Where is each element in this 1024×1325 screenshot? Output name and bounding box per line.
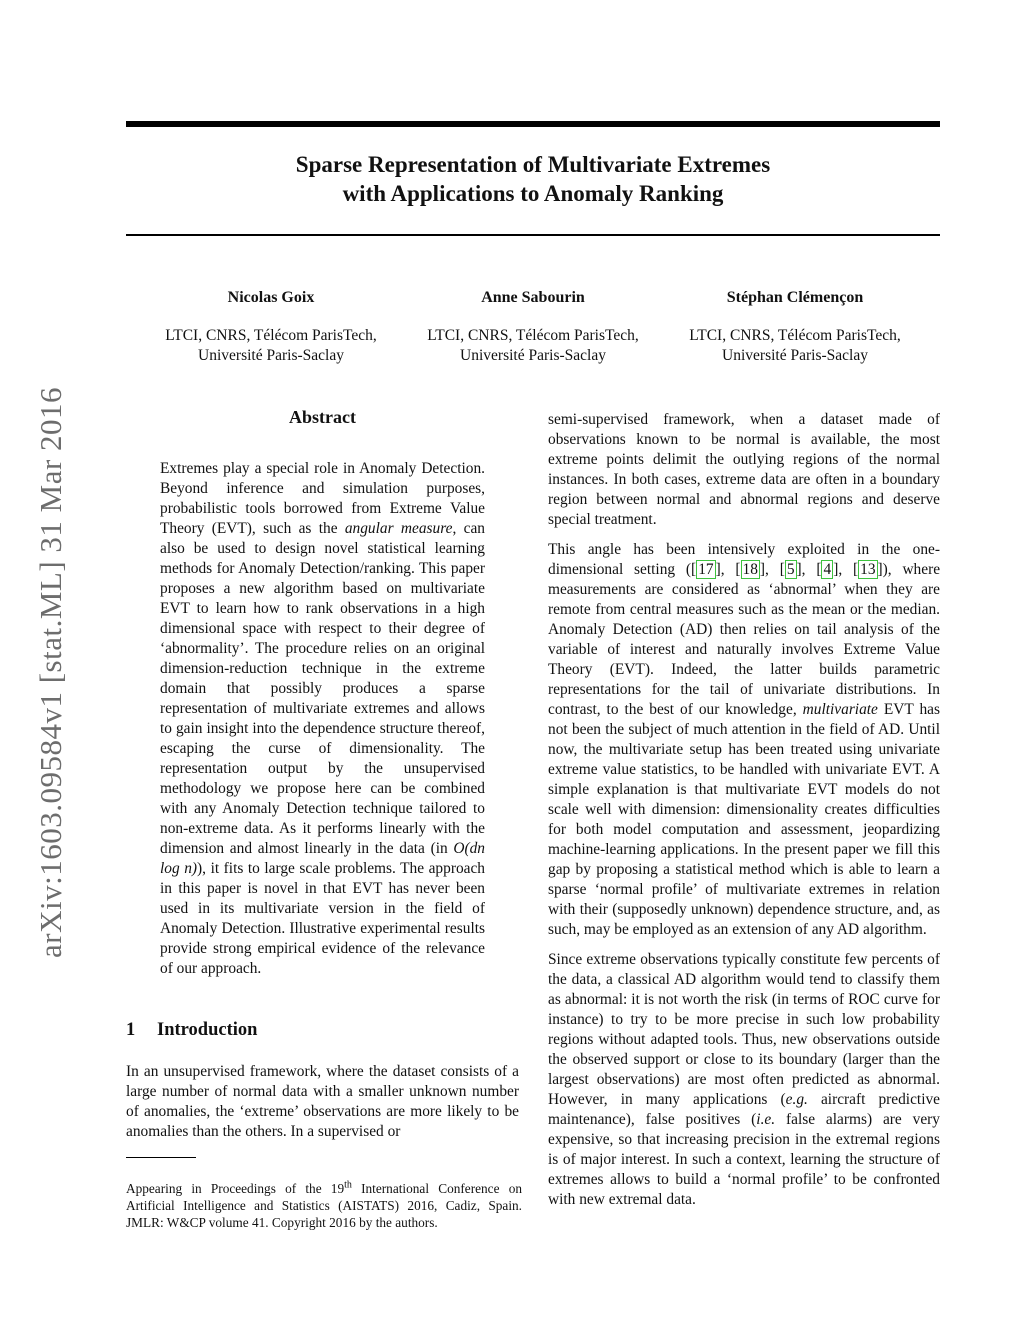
- author-3: [660, 288, 930, 366]
- author-name: Stéphan Clémençon: [726, 289, 864, 306]
- paper-title: [126, 150, 940, 208]
- citation-link[interactable]: 4: [823, 561, 832, 578]
- title-bottom-rule: [126, 234, 940, 236]
- affiliation-line-2: Université Paris-Saclay: [460, 347, 606, 364]
- abstract-heading: Abstract: [289, 407, 356, 427]
- title-line-2: with Applications to Anomaly Ranking: [342, 181, 724, 206]
- citation-link[interactable]: 17: [698, 561, 714, 578]
- footnote: Appearing in Proceedings of the 19th International Conference on Artificial Intelligence and Statistics (AISTATS) 2016, Cadiz, Spain. JMLR: W&CP volume 41. Copyright 2016 by the authors.: [126, 1179, 522, 1230]
- paragraph-2: This angle has been intensively exploited in the one-dimensional setting ([ 17 ], [ 18 ], [ 5 ], [ 4 ], [ 13 ]), where measurements are considered as ‘abnormal’ when they are remote from central measures such as the mean or the median. Anomaly Detection (AD) then relies on tail analysis of the variable of interest and naturally involves Extreme Value Theory (EVT). Indeed, the latter builds parametric representations for the tail of univariate distributions. In contrast, to the best of our knowledge, multivariate EVT has not been the subject of much attention in the field of AD. Until now, the multivariate setup has been treated using univariate extreme value statistics, to be handled with univariate EVT. A simple explanation is that multivariate EVT models do not scale well with dimension: dimensionality creates difficulties for both model computation and assessment, jeopardizing machine-learning applications. In the present paper we fill this gap by proposing a statistical method which is able to learn a sparse ‘normal profile’ of multivariate extremes in relation with their (supposedly unknown) dependence structure, and, as such, may be employed as an extension of any AD algorithm.: [548, 541, 941, 938]
- affiliation-line-2: Université Paris-Saclay: [198, 347, 344, 364]
- author-name: Nicolas Goix: [227, 289, 315, 306]
- affiliation-line-2: Université Paris-Saclay: [722, 347, 868, 364]
- section-number: 1: [126, 1020, 136, 1040]
- author-affiliation: [136, 326, 406, 366]
- abstract-body: Extremes play a special role in Anomaly Detection. Beyond inference and simulation purposes, probabilistic tools borrowed from Extreme Value Theory (EVT), such as the angular measure, can also be used to design novel statistical learning methods for Anomaly Detection/ranking. This paper proposes a new algorithm based on multivariate EVT to learn how to rank observations in a high dimensional space with respect to their degree of ‘abnormality’. The procedure relies on an original dimension-reduction technique in the extreme domain that possibly produces a sparse representation of multivariate extremes and allows to gain insight into the dependence structure thereof, escaping the curse of dimensionality. The representation output by the unsupervised methodology we propose here can be combined with any Anomaly Detection technique tailored to non-extreme data. As it performs linearly with the dimension and almost linearly in the data (in O(dn log n)), it fits to large scale problems. The approach in this paper is novel in that EVT has never been used in its multivariate version in the field of Anomaly Detection. Illustrative experimental results provide strong empirical evidence of the relevance of our approach.: [160, 460, 486, 977]
- author-name: Anne Sabourin: [481, 289, 585, 306]
- author-affiliation: [398, 326, 668, 366]
- footnote-rule: [126, 1157, 196, 1158]
- intro-paragraph: In an unsupervised framework, where the dataset consists of a large number of normal data with a smaller unknown number of anomalies, the ‘extreme’ observations are more likely to be anomalies than the others. In a supervised or: [126, 1063, 519, 1140]
- author-affiliation: [660, 326, 930, 366]
- affiliation-line-1: LTCI, CNRS, Télécom ParisTech,: [165, 327, 377, 344]
- section-title: Introduction: [157, 1020, 258, 1040]
- paragraph-1: semi-supervised framework, when a dataset made of observations known to be normal is available, the most extreme points delimit the outlying regions of the normal instances. In both cases, extreme data are often in a boundary region between normal and abnormal regions and deserve special treatment.: [548, 411, 940, 528]
- affiliation-line-1: LTCI, CNRS, Télécom ParisTech,: [427, 327, 639, 344]
- arxiv-identifier: arXiv:1603.09584v1 [stat.ML] 31 Mar 2016: [33, 386, 68, 958]
- author-1: [136, 288, 406, 366]
- citation-link[interactable]: 18: [742, 561, 758, 578]
- affiliation-line-1: LTCI, CNRS, Télécom ParisTech,: [689, 327, 901, 344]
- paragraph-3: Since extreme observations typically constitute few percents of the data, a classical AD algorithm would tend to classify them as abnormal: it is not worth the risk (in terms of ROC curve for instance) to try to be more precise in such low probability regions without adapted tools. Thus, new observations outside the observed support or close to its boundary (larger than the largest observations) are most often predicted as abnormal. However, in many applications (e.g. aircraft predictive maintenance), false positives (i.e. false alarms) are very expensive, so that increasing precision in the extremal regions is of major interest. In such a context, learning the structure of extremes allows to build a ‘normal profile’ to be confronted with new extremal data.: [548, 951, 940, 1208]
- title-top-rule: [126, 121, 940, 127]
- citation-link[interactable]: 5: [786, 561, 795, 578]
- title-line-1: Sparse Representation of Multivariate Extremes: [295, 152, 771, 177]
- right-column: [548, 410, 940, 1220]
- citation-link[interactable]: 13: [860, 561, 876, 578]
- author-2: [398, 288, 668, 366]
- section-heading: [126, 1018, 257, 1042]
